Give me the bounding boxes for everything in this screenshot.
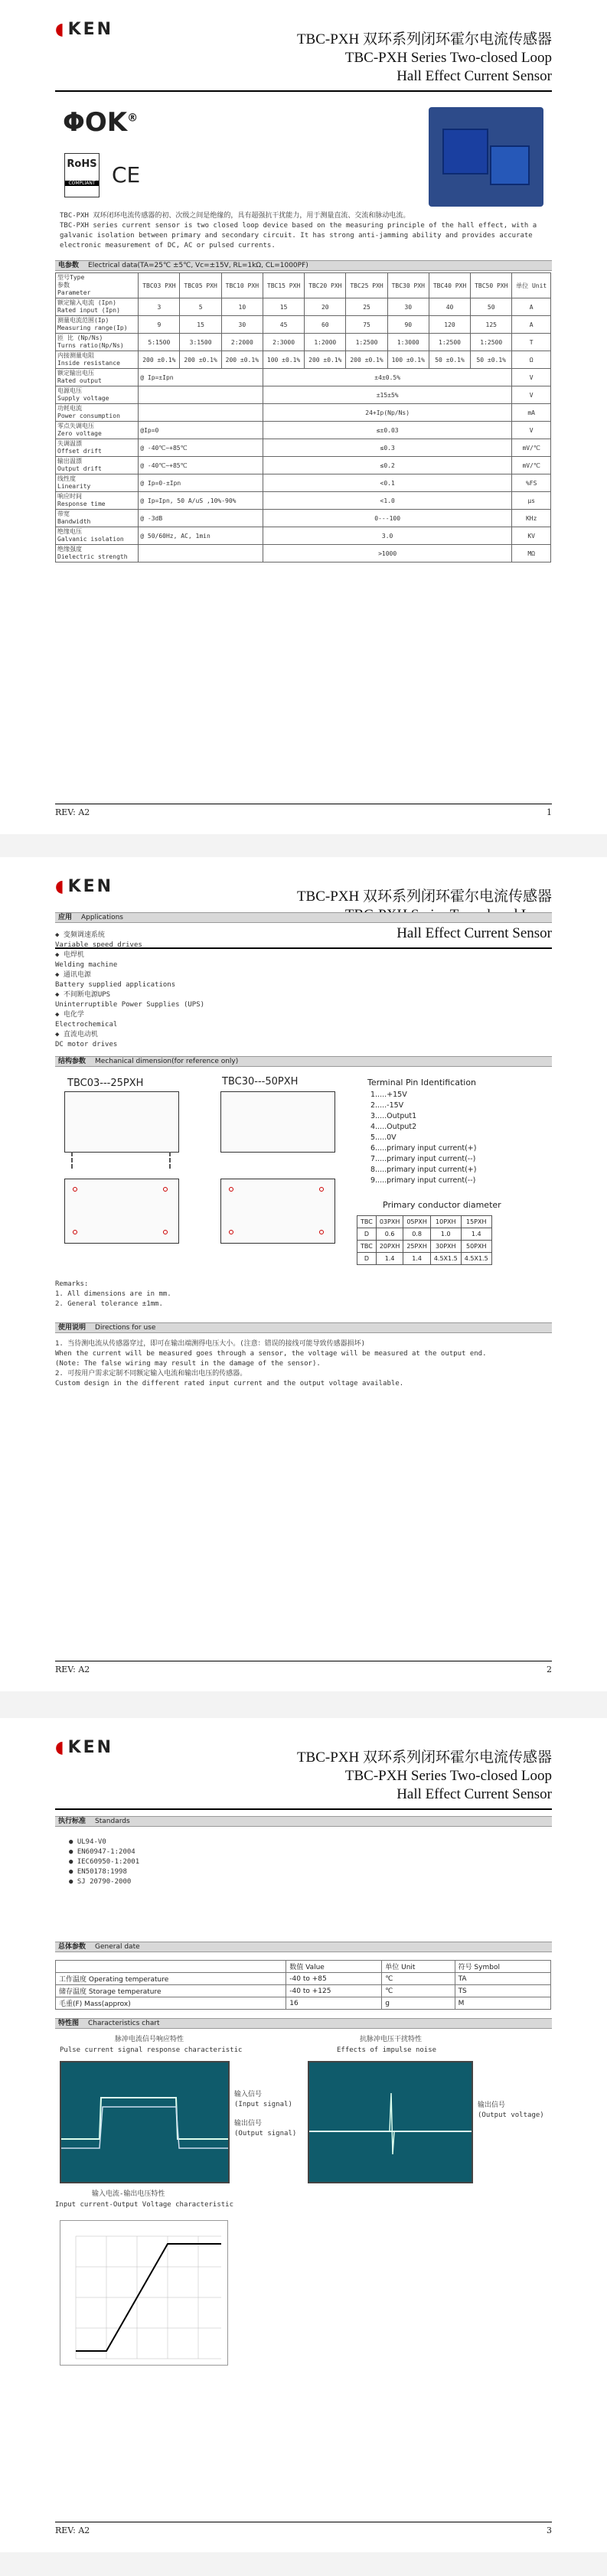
condition-cell — [139, 386, 263, 404]
gen-cell: ℃ — [382, 1985, 455, 1997]
model-header: TBC30 PXH — [387, 273, 429, 298]
conductor-cell: 4.5X1.5 — [430, 1253, 461, 1265]
app-item: Variable speed drives — [55, 941, 142, 949]
gen-cell: ℃ — [382, 1973, 455, 1985]
value-cell: 75 — [346, 316, 387, 334]
param-name: 输出温漂 Output drift — [56, 457, 139, 474]
remark-line: Remarks: — [55, 1280, 89, 1288]
value-cell: 25 — [346, 298, 387, 316]
app-item: Welding machine — [55, 961, 118, 969]
product-photo — [429, 107, 543, 207]
pins-title: Terminal Pin Identification — [367, 1078, 477, 1087]
model-header: TBC05 PXH — [180, 273, 221, 298]
value-cell: 3 — [139, 298, 180, 316]
chart1-title-en: Pulse current signal response characteristic — [60, 2046, 243, 2054]
chart3-title-cn: 输入电流-输出电压特性 — [92, 2190, 165, 2198]
app-item: ◆ 不间断电源UPS — [55, 991, 111, 999]
gen-cell: M — [455, 1997, 550, 2010]
value-cell: 45 — [263, 316, 304, 334]
chart2-title-cn: 抗脉冲电压干扰特性 — [360, 2036, 423, 2043]
condition-cell — [139, 545, 263, 562]
shared-value: 0---100 — [263, 510, 511, 527]
value-cell: 200 ±0.1% — [221, 351, 263, 369]
unit-cell: T — [512, 334, 551, 351]
value-cell: 30 — [221, 316, 263, 334]
conductor-cell: D — [357, 1228, 377, 1241]
model-header: TBC03 PXH — [139, 273, 180, 298]
conductor-cell: 4.5X1.5 — [461, 1253, 491, 1265]
page-header: TBC-PXH 双环系列闭环霍尔电流传感器 TBC-PXH Series Two-closed Loop Hall Effect Current Sensor — [296, 31, 552, 84]
pin-item: 3.....Output1 — [370, 1112, 417, 1120]
remark-line: 2. General tolerance ±1mm. — [55, 1300, 163, 1308]
param-name: 内接测量电阻 Inside resistance — [56, 351, 139, 369]
app-item: Battery supplied applications — [55, 981, 176, 989]
section-general: 总体参数 General date — [55, 1942, 552, 1952]
value-cell: 1:3000 — [387, 334, 429, 351]
conductor-cell: 03PXH — [376, 1216, 403, 1228]
unit-cell: A — [512, 298, 551, 316]
pin-item: 5.....0V — [370, 1133, 397, 1142]
model-header: TBC10 PXH — [221, 273, 263, 298]
unit-cell: %FS — [512, 474, 551, 492]
shared-value: 24+Ip(Np/Ns) — [263, 404, 511, 422]
param-name: 功耗电流 Power consumption — [56, 404, 139, 422]
condition-cell: @ -40℃~+85℃ — [139, 457, 263, 474]
pin-item: 8.....primary input current(+) — [370, 1166, 477, 1174]
shared-value: ≤0.3 — [263, 439, 511, 457]
rohs-badge: RoHS COMPLIANT — [64, 153, 100, 197]
model-header: TBC15 PXH — [263, 273, 304, 298]
chart3-title-en: Input current-Output Voltage characteristic — [55, 2201, 233, 2209]
model-header: TBC50 PXH — [471, 273, 512, 298]
section-electrical: 电参数 Electrical data(TA=25℃ ±5℃, Vc=±15V, RL=1kΩ, CL=1000PF) — [55, 260, 552, 271]
gen-cell: TA — [455, 1973, 550, 1985]
gen-cell: -40 to +125 — [286, 1985, 382, 1997]
condition-cell: @ Ip=Ipn, 50 A/uS ,10%-90% — [139, 492, 263, 510]
page-header: TBC-PXH 双环系列闭环霍尔电流传感器 Hall Effect Current Sensor — [296, 889, 552, 941]
conductor-cell: 20PXH — [376, 1241, 403, 1253]
output-voltage-label: 输出信号 (Output voltage) — [478, 2102, 544, 2119]
drawing-label-2: TBC30---50PXH — [222, 1076, 299, 1087]
condition-cell: @ -40℃~+85℃ — [139, 439, 263, 457]
app-item: Electrochemical — [55, 1021, 118, 1029]
value-cell: 200 ±0.1% — [305, 351, 346, 369]
gen-cell: g — [382, 1997, 455, 2010]
chart1-title-cn: 脉冲电流信号响应特性 — [115, 2036, 184, 2043]
unit-cell: KV — [512, 527, 551, 545]
param-name: 额定输入电流 (Ipn) Rated input (Ipn) — [56, 298, 139, 316]
unit-cell: mV/℃ — [512, 439, 551, 457]
param-name: 带宽 Bandwidth — [56, 510, 139, 527]
value-cell: 5:1500 — [139, 334, 180, 351]
value-cell: 1:2500 — [471, 334, 512, 351]
pin-item: 2.....-15V — [370, 1101, 404, 1110]
conductor-cell: 15PXH — [461, 1216, 491, 1228]
section-standards: 执行标准 Standards — [55, 1816, 552, 1827]
shared-value: <0.1 — [263, 474, 511, 492]
value-cell: 5 — [180, 298, 221, 316]
conductor-cell: TBC — [357, 1241, 377, 1253]
param-name: 额定输出电压 Rated output — [56, 369, 139, 386]
input-signal-label: 输入信号 (Input signal) — [234, 2091, 292, 2108]
standard-item: ● IEC60950-1:2001 — [69, 1858, 140, 1866]
value-cell: 30 — [387, 298, 429, 316]
conductor-cell: TBC — [357, 1216, 377, 1228]
value-cell: 100 ±0.1% — [263, 351, 304, 369]
value-cell: 1:2000 — [305, 334, 346, 351]
gen-cell: 毛重(F) Mass(approx) — [56, 1997, 286, 2010]
param-name: 测量电流范围(Ip) Measuring range(Ip) — [56, 316, 139, 334]
param-header: 型号Type 参数 Parameter — [56, 273, 139, 298]
value-cell: 50 — [471, 298, 512, 316]
value-cell: 1:2500 — [429, 334, 470, 351]
drawing-bottom-2 — [220, 1179, 335, 1244]
condition-cell: @ 50/60Hz, AC, 1min — [139, 527, 263, 545]
condition-cell: @ Ip=0-±Ipn — [139, 474, 263, 492]
direction-line: 1. 当待测电流从传感器穿过，即可在输出端测得电压大小。(注意：错误的接线可能导致传感器损坏) — [55, 1340, 366, 1348]
section-directions: 使用说明 Directions for use — [55, 1322, 552, 1333]
model-header: TBC40 PXH — [429, 273, 470, 298]
param-name: 零点失调电压 Zero voltage — [56, 422, 139, 439]
drawing-top-2 — [220, 1091, 335, 1153]
value-cell: 15 — [263, 298, 304, 316]
value-cell: 15 — [180, 316, 221, 334]
standard-item: ● UL94-V0 — [69, 1838, 106, 1846]
condition-cell: @Ip=0 — [139, 422, 263, 439]
condition-cell — [139, 404, 263, 422]
value-cell: 40 — [429, 298, 470, 316]
gen-cell: -40 to +85 — [286, 1973, 382, 1985]
gen-cell: 储存温度 Storage temperature — [56, 1985, 286, 1997]
gen-head: 单位 Unit — [382, 1961, 455, 1973]
app-item: Uninterruptible Power Supplies (UPS) — [55, 1001, 205, 1009]
ce-mark: CE — [112, 162, 141, 187]
unit-cell: mA — [512, 404, 551, 422]
pin-item: 6.....primary input current(+) — [370, 1144, 477, 1153]
unit-header: 单位 Unit — [512, 273, 551, 298]
value-cell: 100 ±0.1% — [387, 351, 429, 369]
directions-list — [55, 1339, 553, 1389]
app-item: ◆ 直流电动机 — [55, 1031, 98, 1039]
conductor-cell: 0.6 — [376, 1228, 403, 1241]
ken-logo: ◖KEN — [55, 20, 114, 39]
value-cell: 60 — [305, 316, 346, 334]
pin-list — [370, 1090, 476, 1186]
pulse-response-scope — [60, 2061, 230, 2183]
value-cell: 90 — [387, 316, 429, 334]
section-applications: 应用 Applications — [55, 912, 552, 923]
conductor-title: Primary conductor diameter — [383, 1200, 501, 1210]
ken-logo: ◖KEN — [55, 1738, 114, 1757]
conductor-cell: 10PXH — [430, 1216, 461, 1228]
page-2 — [0, 857, 607, 1691]
conductor-cell: 1.4 — [461, 1228, 491, 1241]
conductor-cell: 05PXH — [403, 1216, 431, 1228]
param-name: 响应时间 Response time — [56, 492, 139, 510]
shared-value: <1.0 — [263, 492, 511, 510]
standards-list — [69, 1837, 299, 1887]
page-1 — [0, 0, 607, 834]
param-name: 绝缘电压 Galvanic isolation — [56, 527, 139, 545]
standard-item: ● SJ 20790-2000 — [69, 1878, 132, 1886]
applications-list — [55, 931, 361, 1050]
electrical-table — [55, 272, 551, 562]
direction-line: 2. 可按用户需求定制不同额定输入电流和输出电压的传感器。 — [55, 1370, 247, 1378]
value-cell: 20 — [305, 298, 346, 316]
value-cell: 2:3000 — [263, 334, 304, 351]
gen-cell: TS — [455, 1985, 550, 1997]
unit-cell: μs — [512, 492, 551, 510]
value-cell: 50 ±0.1% — [429, 351, 470, 369]
footer: REV: A2 3 — [55, 2522, 552, 2535]
remarks — [55, 1280, 361, 1309]
app-item: ◆ 电焊机 — [55, 951, 84, 959]
gen-head: 数值 Value — [286, 1961, 382, 1973]
value-cell: 200 ±0.1% — [180, 351, 221, 369]
model-header: TBC20 PXH — [305, 273, 346, 298]
param-name: 绝缘强度 Dielectric strength — [56, 545, 139, 562]
intro-cn: TBC-PXH 双环闭环电流传感器的初、次级之间是绝缘的，具有超强抗干扰能力，用于测量直流、交流和脉动电流。 — [60, 212, 410, 220]
chart2-title-en: Effects of impulse noise — [337, 2046, 437, 2054]
shared-value: 3.0 — [263, 527, 511, 545]
pin-item: 7.....primary input current(--) — [370, 1155, 476, 1163]
conductor-cell: 1.4 — [376, 1253, 403, 1265]
value-cell: 3:1500 — [180, 334, 221, 351]
drawing-top-1 — [64, 1091, 179, 1153]
standard-item: ● EN50178:1998 — [69, 1868, 127, 1876]
app-item: ◆ 通讯电源 — [55, 971, 91, 979]
direction-line: (Note: The false wiring may result in the damage of the sensor). — [55, 1360, 321, 1368]
unit-cell: Ω — [512, 351, 551, 369]
pin-item: 1.....+15V — [370, 1091, 407, 1099]
intro-en: TBC-PXH series current sensor is two closed loop device based on the measuring principle of the hall effect, with a galvanic isolation between primary and secondary circuit. It has strong anti-jamming ability and provides accurate electronic measurement of DC, AC or pulsed currents. — [60, 222, 537, 249]
shared-value: ≤0.2 — [263, 457, 511, 474]
shared-value: ±15±5% — [263, 386, 511, 404]
impulse-noise-scope — [308, 2061, 473, 2183]
drawing-bottom-1 — [64, 1179, 179, 1244]
io-characteristic-chart — [60, 2220, 228, 2366]
value-cell: 125 — [471, 316, 512, 334]
condition-cell: @ Ip=±Ipn — [139, 369, 263, 386]
direction-line: When the current will be measured goes through a sensor, the voltage will be measured at the output end. — [55, 1350, 487, 1358]
value-cell: 120 — [429, 316, 470, 334]
general-table — [55, 1960, 551, 2010]
conductor-cell: 1.4 — [403, 1253, 431, 1265]
value-cell: 2:2000 — [221, 334, 263, 351]
unit-cell: V — [512, 422, 551, 439]
unit-cell: KHz — [512, 510, 551, 527]
param-name: 线性度 Linearity — [56, 474, 139, 492]
output-signal-label: 输出信号 (Output signal) — [234, 2120, 297, 2137]
value-cell: 10 — [221, 298, 263, 316]
param-name: 匝 比 (Np/Ns) Turns ratio(Np/Ns) — [56, 334, 139, 351]
app-item: DC motor drives — [55, 1041, 118, 1048]
page-header: TBC-PXH 双环系列闭环霍尔电流传感器 TBC-PXH Series Two-closed Loop Hall Effect Current Sensor — [296, 1749, 552, 1802]
param-name: 失调温漂 Offset drift — [56, 439, 139, 457]
gen-cell: 工作温度 Operating temperature — [56, 1973, 286, 1985]
drawing-label-1: TBC03---25PXH — [67, 1078, 144, 1089]
value-cell: 50 ±0.1% — [471, 351, 512, 369]
app-item: ◆ 变频调速系统 — [55, 931, 105, 939]
gen-head — [56, 1961, 286, 1973]
direction-line: Custom design in the different rated input current and the output voltage available. — [55, 1380, 404, 1387]
footer: REV: A2 1 — [55, 804, 552, 817]
conductor-cell: 1.0 — [430, 1228, 461, 1241]
value-cell: 1:2500 — [346, 334, 387, 351]
section-mechanical: 结构参数 Mechanical dimension(for reference only) — [55, 1056, 552, 1067]
conductor-cell: 25PXH — [403, 1241, 431, 1253]
conductor-cell: 0.8 — [403, 1228, 431, 1241]
app-item: ◆ 电化学 — [55, 1011, 84, 1019]
page-3 — [0, 1718, 607, 2552]
ken-logo: ◖KEN — [55, 877, 114, 896]
conductor-table — [357, 1215, 492, 1265]
gen-cell: 16 — [286, 1997, 382, 2010]
shared-value: >1000 — [263, 545, 511, 562]
conductor-cell: 30PXH — [430, 1241, 461, 1253]
pin-item: 4.....Output2 — [370, 1123, 417, 1131]
value-cell: 200 ±0.1% — [346, 351, 387, 369]
unit-cell: V — [512, 386, 551, 404]
gen-head: 符号 Symbol — [455, 1961, 550, 1973]
condition-cell: @ -3dB — [139, 510, 263, 527]
pin-item: 9.....primary input current(--) — [370, 1176, 476, 1185]
unit-cell: A — [512, 316, 551, 334]
model-header: TBC25 PXH — [346, 273, 387, 298]
section-characteristics: 特性图 Characteristics chart — [55, 2018, 552, 2029]
ok-mark: ΦOK® — [63, 107, 139, 138]
shared-value: ≤±0.03 — [263, 422, 511, 439]
shared-value: ±4±0.5% — [263, 369, 511, 386]
value-cell: 200 ±0.1% — [139, 351, 180, 369]
param-name: 电源电压 Supply voltage — [56, 386, 139, 404]
unit-cell: V — [512, 369, 551, 386]
standard-item: ● EN60947-1:2004 — [69, 1848, 135, 1856]
conductor-cell: 50PXH — [461, 1241, 491, 1253]
value-cell: 9 — [139, 316, 180, 334]
unit-cell: MΩ — [512, 545, 551, 562]
conductor-cell: D — [357, 1253, 377, 1265]
remark-line: 1. All dimensions are in mm. — [55, 1290, 171, 1298]
footer: REV: A2 2 — [55, 1661, 552, 1674]
unit-cell: mV/℃ — [512, 457, 551, 474]
